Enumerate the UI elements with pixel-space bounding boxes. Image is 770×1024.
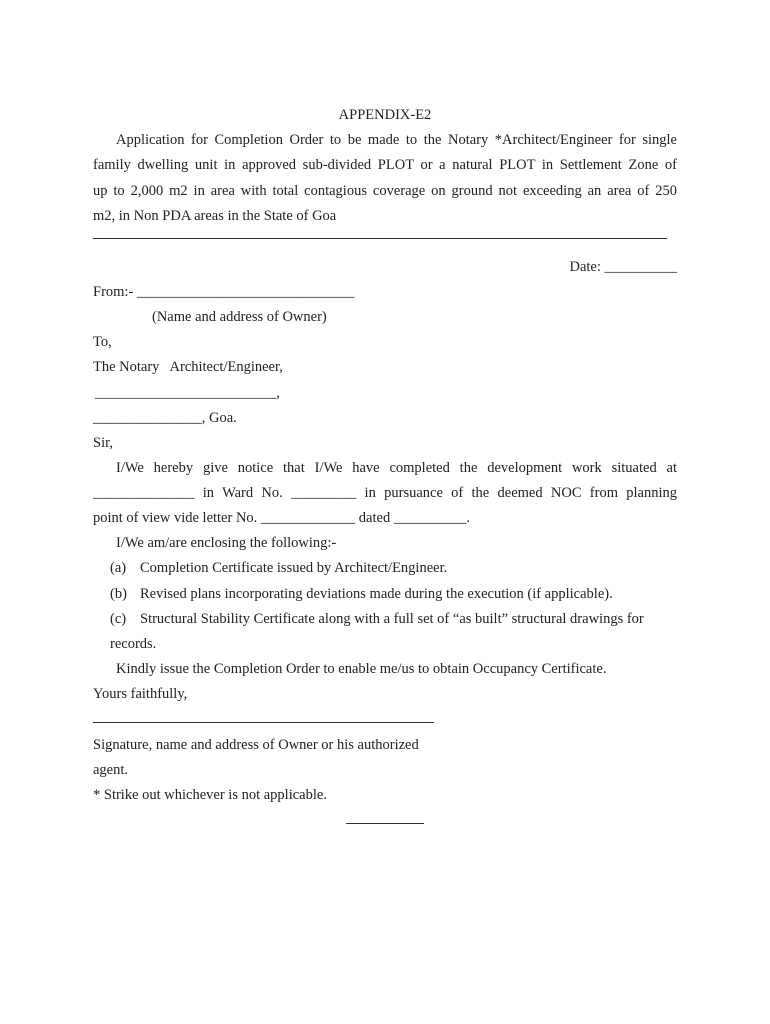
from-field: From:- ______________________________ (93, 284, 355, 300)
enclosure-text-c: Structural Stability Certificate along with a full set of “as built” structural drawings for (140, 611, 644, 627)
from-note: (Name and address of Owner) (152, 309, 327, 325)
enclosure-text-c-cont: records. (110, 636, 157, 652)
page-title: APPENDIX-E2 (338, 107, 432, 123)
signature-caption-2: agent. (93, 762, 129, 778)
body-line-1: I/We hereby give notice that I/We have completed the development work situated at (116, 460, 677, 476)
intro-line-3: up to 2,000 m2 in area with total contagious coverage on ground not exceeding an area of 250 (93, 183, 677, 199)
request-line: Kindly issue the Completion Order to enable me/us to obtain Occupancy Certificate. (116, 661, 607, 677)
address-blank-2: _______________, Goa. (93, 410, 237, 426)
footnote: * Strike out whichever is not applicable. (93, 787, 327, 803)
salutation: Sir, (93, 435, 113, 451)
enclosing-intro: I/We am/are enclosing the following:- (116, 535, 337, 551)
enclosure-marker-a: (a) (110, 560, 127, 576)
enclosure-marker-b: (b) (110, 586, 127, 602)
enclosure-marker-c: (c) (110, 611, 127, 627)
address-blank-1: _________________________, (95, 385, 280, 401)
signature-line (93, 722, 434, 723)
intro-line-4: m2, in Non PDA areas in the State of Goa (93, 208, 337, 224)
addressee: The Notary Architect/Engineer, (93, 359, 283, 375)
header-divider (93, 238, 667, 239)
to-label: To, (93, 334, 112, 350)
end-divider (346, 823, 424, 824)
body-line-3: point of view vide letter No. _____________ dated __________. (93, 510, 470, 526)
enclosure-text-b: Revised plans incorporating deviations made during the execution (if applicable). (140, 586, 613, 602)
closing: Yours faithfully, (93, 686, 188, 702)
date-field: Date: __________ (569, 259, 677, 275)
intro-line-1: Application for Completion Order to be made to the Notary *Architect/Engineer for single (116, 132, 677, 148)
intro-line-2: family dwelling unit in approved sub-divided PLOT or a natural PLOT in Settlement Zone of (93, 157, 677, 173)
signature-caption-1: Signature, name and address of Owner or his authorized (93, 737, 419, 753)
enclosure-text-a: Completion Certificate issued by Architect/Engineer. (140, 560, 448, 576)
body-line-2: ______________ in Ward No. _________ in pursuance of the deemed NOC from planning (93, 485, 677, 501)
